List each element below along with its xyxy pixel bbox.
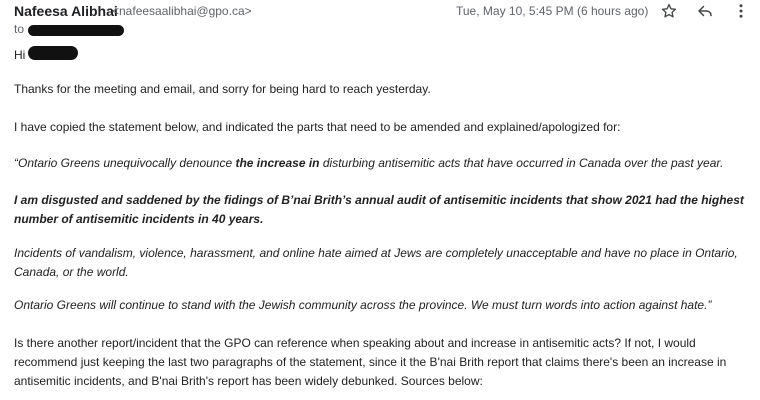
paragraph-thanks: Thanks for the meeting and email, and sorry for being hard to reach yesterday. — [14, 82, 431, 96]
paragraph-question: Is there another report/incident that the GPO can reference when speaking about and increase in antisemitic acts? If not, I would recommend just keeping the last two paragraphs of the statement, since it the B'nai Brith report that claims there's been an increase in antisemitic incidents, and B'nai Brith's report has been widely debunked. Sources below: — [14, 336, 727, 388]
quote-1-highlight: the increase in — [235, 156, 320, 170]
quote-paragraph-1 — [14, 154, 750, 173]
redacted-recipient — [28, 25, 124, 36]
email-header — [0, 0, 760, 40]
quote-paragraph-3: Incidents of vandalism, violence, harassment, and online hate aimed at Jews are completely unacceptable and have no place in Ontario, Canada, or the world. — [14, 246, 738, 279]
sender-name[interactable]: Nafeesa Alibhai — [14, 3, 118, 19]
more-vert-icon-graphic — [732, 2, 750, 20]
email-timestamp: Tue, May 10, 5:45 PM (6 hours ago) — [456, 4, 649, 18]
star-icon-graphic — [660, 2, 678, 20]
quote-1-start: “Ontario Greens unequivocally denounce — [14, 156, 236, 170]
reply-icon[interactable] — [694, 0, 716, 22]
quote-paragraph-2: I am disgusted and saddened by the fidings of B’nai Brith’s annual audit of antisemitic incidents that show 2021 had the highest number of antisemitic incidents in 40 years. — [14, 193, 744, 226]
star-icon[interactable] — [658, 0, 680, 22]
reply-icon-graphic — [696, 2, 714, 20]
greeting: Hi — [14, 48, 26, 62]
quote-1-end: disturbing antisemitic acts that have occurred in Canada over the past year. — [319, 156, 724, 170]
quote-paragraph-4: Ontario Greens will continue to stand with the Jewish community across the province. We must turn words into action against hate.” — [14, 298, 712, 312]
sender-email: <nafeesaalibhai@gpo.ca> — [112, 4, 252, 18]
more-vert-icon[interactable] — [730, 0, 752, 22]
redacted-name — [28, 46, 78, 60]
paragraph-intro: I have copied the statement below, and indicated the parts that need to be amended and explained/apologized for: — [14, 120, 621, 134]
recipient-to-label: to — [14, 22, 25, 36]
